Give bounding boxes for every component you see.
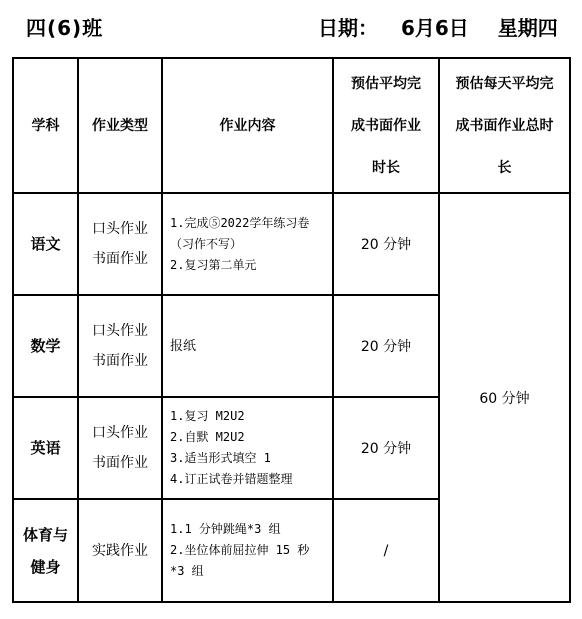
time-cell: 20 分钟 <box>333 397 439 499</box>
page-header <box>0 0 582 56</box>
type-cell: 口头作业 书面作业 <box>78 295 162 397</box>
content-cell: 1.完成⑤2022学年练习卷 （习作不写） 2.复习第二单元 <box>162 193 333 295</box>
type-cell: 口头作业 书面作业 <box>78 397 162 499</box>
weekday: 星期四 <box>497 16 558 40</box>
subject-cell: 语文 <box>13 193 78 295</box>
date-value: 6月6日 <box>400 16 469 40</box>
column-header-type: 作业类型 <box>78 58 162 193</box>
date-label: 日期： <box>318 16 378 40</box>
content-cell: 报纸 <box>162 295 333 397</box>
content-cell: 1.复习 M2U2 2.自默 M2U2 3.适当形式填空 1 4.订正试卷并错题整理 <box>162 397 333 499</box>
type-cell: 口头作业 书面作业 <box>78 193 162 295</box>
table-header-row <box>13 58 570 193</box>
time-cell: 20 分钟 <box>333 193 439 295</box>
type-cell: 实践作业 <box>78 499 162 602</box>
content-cell: 1.1 分钟跳绳*3 组 2.坐位体前屈拉伸 15 秒 *3 组 <box>162 499 333 602</box>
homework-table <box>12 57 571 603</box>
date-line <box>318 12 558 41</box>
table-row-chinese <box>13 193 570 295</box>
column-header-avg-time: 预估平均完 成书面作业 时长 <box>333 58 439 193</box>
class-title: 四(6)班 <box>26 16 104 40</box>
column-header-content: 作业内容 <box>162 58 333 193</box>
column-header-subject: 学科 <box>13 58 78 193</box>
subject-cell: 英语 <box>13 397 78 499</box>
time-cell: 20 分钟 <box>333 295 439 397</box>
subject-cell: 体育与 健身 <box>13 499 78 602</box>
column-header-total-time: 预估每天平均完 成书面作业总时 长 <box>439 58 570 193</box>
time-cell: / <box>333 499 439 602</box>
subject-cell: 数学 <box>13 295 78 397</box>
total-time-cell: 60 分钟 <box>439 193 570 602</box>
